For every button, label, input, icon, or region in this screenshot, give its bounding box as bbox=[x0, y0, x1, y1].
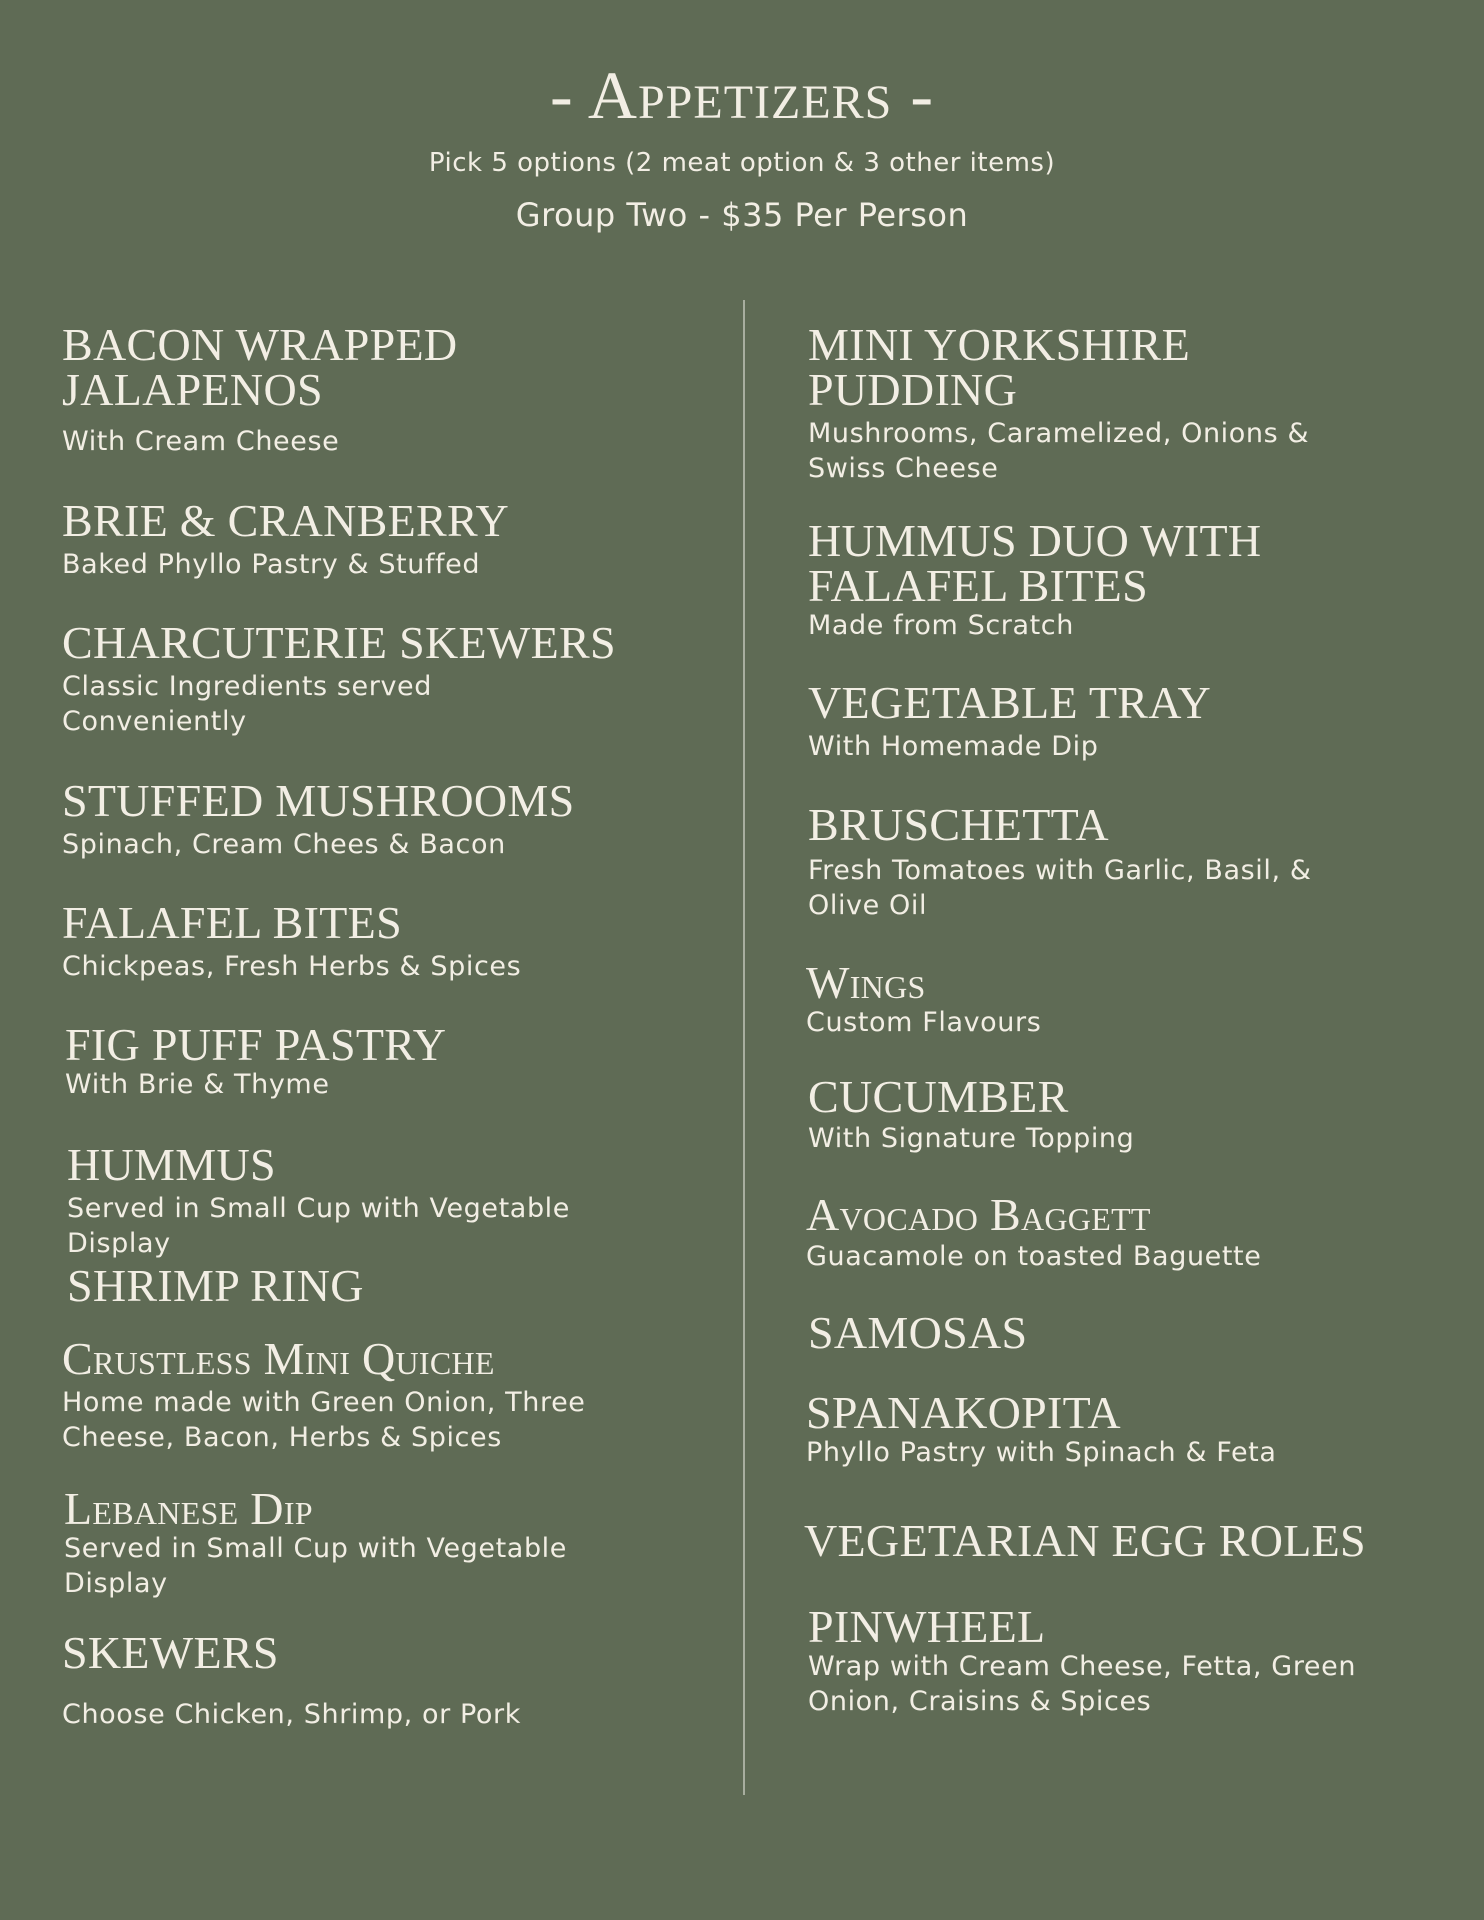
menu-item bbox=[62, 1627, 662, 1732]
item-name: Lebanese Dip bbox=[64, 1483, 313, 1534]
item-description: Baked Phyllo Pastry & Stuffed bbox=[62, 549, 481, 580]
menu-item bbox=[62, 775, 662, 862]
item-name: BACON WRAPPED JALAPENOS bbox=[62, 319, 458, 415]
column-divider bbox=[743, 300, 745, 1795]
item-name: HUMMUS DUO WITH FALAFEL BITES bbox=[808, 515, 1262, 611]
item-description: Served in Small Cup with Vegetable Display bbox=[64, 1533, 567, 1599]
menu-item bbox=[804, 1515, 1404, 1566]
item-name: STUFFED MUSHROOMS bbox=[62, 775, 575, 826]
menu-item bbox=[62, 1333, 662, 1455]
menu-item bbox=[67, 1260, 667, 1311]
item-description: Wrap with Cream Cheese, Fetta, Green Onion, Craisins & Spices bbox=[808, 1651, 1357, 1717]
item-description: With Brie & Thyme bbox=[65, 1069, 330, 1100]
item-name: Avocado Baggett bbox=[806, 1189, 1151, 1240]
item-description: With Homemade Dip bbox=[808, 731, 1099, 762]
item-name: HUMMUS bbox=[67, 1139, 276, 1190]
menu-header bbox=[0, 52, 1484, 236]
item-name: FIG PUFF PASTRY bbox=[65, 1019, 447, 1070]
item-description: Fresh Tomatoes with Garlic, Basil, & Olive Oil bbox=[808, 855, 1312, 921]
menu-item bbox=[808, 1307, 1368, 1358]
menu-item bbox=[64, 1483, 664, 1601]
item-description: Made from Scratch bbox=[808, 610, 1074, 641]
item-description: Home made with Green Onion, Three Cheese, Bacon, Herbs & Spices bbox=[62, 1387, 586, 1453]
menu-item bbox=[62, 319, 662, 459]
item-name: SHRIMP RING bbox=[67, 1260, 364, 1311]
menu-item bbox=[806, 1387, 1366, 1470]
item-name: VEGETABLE TRAY bbox=[808, 677, 1212, 728]
item-description: Spinach, Cream Chees & Bacon bbox=[62, 829, 506, 860]
item-name: Crustless Mini Quiche bbox=[62, 1333, 495, 1384]
menu-item bbox=[808, 799, 1368, 923]
item-description: Choose Chicken, Shrimp, or Pork bbox=[62, 1699, 521, 1730]
item-name: BRUSCHETTA bbox=[808, 799, 1109, 850]
item-description: Chickpeas, Fresh Herbs & Spices bbox=[62, 951, 522, 982]
menu-item bbox=[65, 1019, 665, 1102]
page-title: - Appetizers - bbox=[549, 57, 934, 133]
menu-item bbox=[67, 1139, 667, 1261]
menu-item bbox=[62, 617, 616, 739]
menu-item bbox=[806, 957, 1366, 1040]
item-description: Custom Flavours bbox=[806, 1007, 1042, 1038]
item-description: With Cream Cheese bbox=[62, 426, 340, 457]
menu-item bbox=[806, 1189, 1366, 1274]
page-subtitle: Pick 5 options (2 meat option & 3 other items) bbox=[428, 148, 1056, 178]
item-description: Served in Small Cup with Vegetable Display bbox=[67, 1193, 570, 1259]
item-name: PINWHEEL bbox=[808, 1601, 1046, 1652]
item-description: Classic Ingredients served Conveniently bbox=[62, 671, 433, 737]
menu-item bbox=[62, 897, 662, 984]
item-description: Guacamole on toasted Baguette bbox=[806, 1241, 1262, 1272]
item-name: Wings bbox=[806, 957, 926, 1008]
item-name: CUCUMBER bbox=[808, 1071, 1069, 1122]
menu-item bbox=[808, 1601, 1428, 1719]
menu-item bbox=[808, 319, 1368, 486]
item-description: With Signature Topping bbox=[808, 1123, 1135, 1154]
item-name: CHARCUTERIE SKEWERS bbox=[62, 617, 616, 668]
item-name: VEGETARIAN EGG ROLES bbox=[804, 1515, 1366, 1566]
item-description: Phyllo Pastry with Spinach & Feta bbox=[806, 1437, 1277, 1468]
menu-item bbox=[808, 1071, 1368, 1156]
item-name: MINI YORKSHIRE PUDDING bbox=[808, 319, 1190, 415]
item-description: Mushrooms, Caramelized, Onions & Swiss Cheese bbox=[808, 418, 1310, 484]
item-name: BRIE & CRANBERRY bbox=[62, 495, 509, 546]
item-name: FALAFEL BITES bbox=[62, 897, 402, 948]
menu-item bbox=[808, 677, 1368, 764]
item-name: SPANAKOPITA bbox=[806, 1387, 1121, 1438]
group-price: Group Two - $35 Per Person bbox=[515, 196, 969, 234]
item-name: SAMOSAS bbox=[808, 1307, 1028, 1358]
item-name: SKEWERS bbox=[62, 1627, 279, 1678]
menu-item bbox=[62, 495, 662, 582]
menu-item bbox=[808, 515, 1368, 643]
